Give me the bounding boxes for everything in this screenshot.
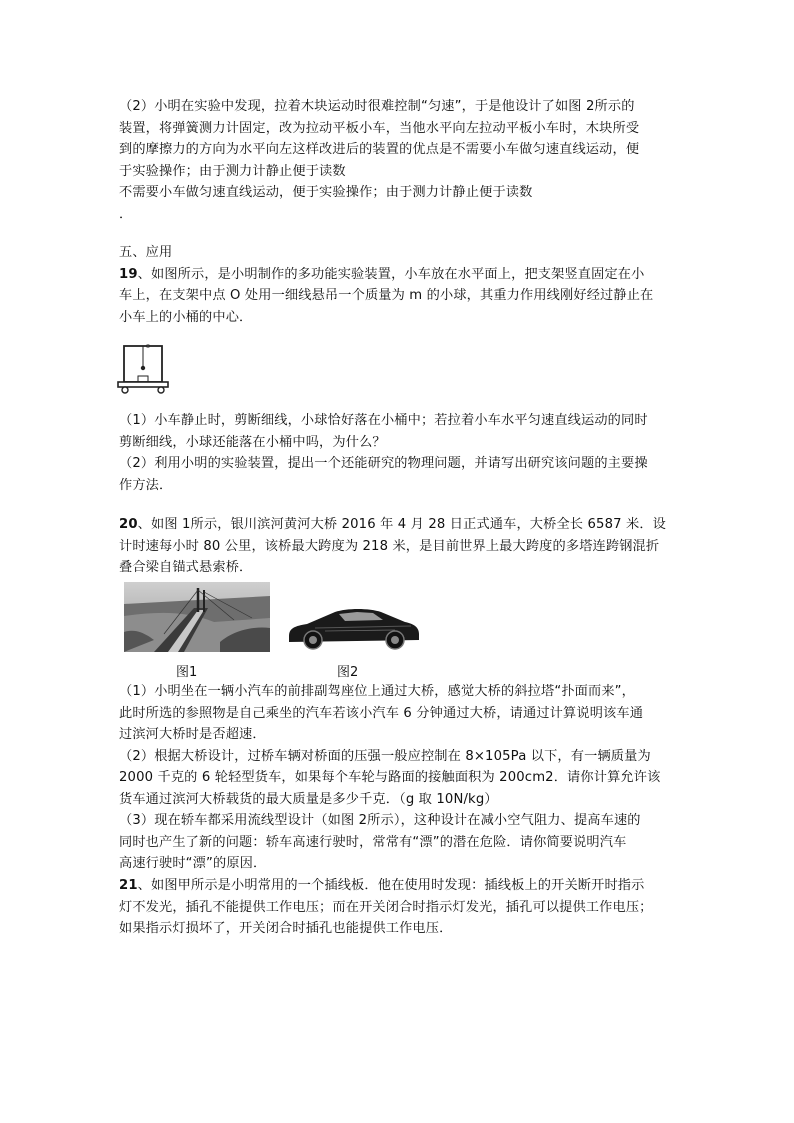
text-line: 高速行驶时“漂”的原因． xyxy=(119,856,267,871)
figure-1-caption: 图1 xyxy=(176,665,198,680)
section-five xyxy=(119,242,679,328)
text-line: （3）现在轿车都采用流线型设计（如图 2所示），这种设计在减小空气阻力、提高车速的 xyxy=(119,813,641,828)
q19-line: 小车上的小桶的中心． xyxy=(119,309,253,325)
point-o-label: O xyxy=(146,344,150,350)
text-line: 剪断细线，小球还能落在小桶中吗，为什么？ xyxy=(119,434,386,450)
text-line: 货车通过滨河大桥载货的最大质量是多少千克．（g 取 10N/kg） xyxy=(119,791,498,807)
q21-line: 21、如图甲所示是小明常用的一个插线板．他在使用时发现：插线板上的开关断开时指示 xyxy=(119,878,645,893)
answer-dot: ． xyxy=(119,206,133,222)
q21-line: 如果指示灯损坏了，开关闭合时插孔也能提供工作电压． xyxy=(119,921,453,936)
question-number: 19 xyxy=(119,266,138,282)
text-line: （2）小明在实验中发现，拉着木块运动时很难控制“匀速”，于是他设计了如图 2所示的 xyxy=(119,99,635,114)
q21-stem xyxy=(119,875,679,940)
text-line: （2）利用小明的实验装置，提出一个还能研究的物理问题，并请写出研究该问题的主要操 xyxy=(119,456,648,471)
q21-line: 灯不发光，插孔不能提供工作电压；而在开关闭合时指示灯发光，插孔可以提供工作电压； xyxy=(119,899,653,915)
text-line: 2000 千克的 6 轮轻型货车，如果每个车轮与路面的接触面积为 200cm2．请你计算允许该 xyxy=(119,770,661,785)
question-number: 21 xyxy=(119,878,138,893)
text-line: 作方法． xyxy=(119,477,173,493)
text-line: 过滨河大桥时是否超速． xyxy=(119,727,266,742)
q20-line: 计时速每小时 80 公里，该桥最大跨度为 218 米，是目前世界上最大跨度的多塔连跨钢混折 xyxy=(119,538,660,554)
text-line: 到的摩擦力的方向为水平向左这样改进后的装置的优点是不需要小车做匀速直线运动，便 xyxy=(119,142,640,157)
text-line: （2）根据大桥设计，过桥车辆对桥面的压强一般应控制在 8×105Pa 以下，有一辆质量为 xyxy=(119,748,651,764)
q19-line: 车上，在支架中点 O 处用一细线悬吊一个质量为 m 的小球，其重力作用线刚好经过静止在 xyxy=(119,288,654,303)
q19-line: 19、如图所示，是小明制作的多功能实验装置，小车放在水平面上，把支架竖直固定在小 xyxy=(119,266,645,282)
figure-2-caption: 图2 xyxy=(337,665,359,680)
text-line: 此时所选的参照物是自己乘坐的汽车若该小汽车 6 分钟通过大桥，请通过计算说明该车通 xyxy=(119,705,644,721)
text-line: （1）小车静止时，剪断细线，小球恰好落在小桶中；若拉着小车水平匀速直线运动的同时 xyxy=(119,413,648,428)
text-line: 同时也产生了新的问题：轿车高速行驶时，常常有“漂”的潜在危险．请你简要说明汽车 xyxy=(119,834,627,850)
q19-subquestions xyxy=(119,410,679,496)
sports-car-image xyxy=(285,600,423,652)
q20-line: 叠合梁自锚式悬索桥． xyxy=(119,560,253,575)
bridge-photo xyxy=(124,582,270,652)
answer-line: 不需要小车做匀速直线运动，便于实验操作；由于测力计静止便于读数 xyxy=(119,185,533,200)
text-line: 于实验操作；由于测力计静止便于读数 xyxy=(119,163,346,179)
text-line: （1）小明坐在一辆小汽车的前排副驾座位上通过大桥，感觉大桥的斜拉塔“扑面而来”， xyxy=(119,684,635,699)
q20-line: 20、如图 1所示，银川滨河黄河大桥 2016 年 4 月 28 日正式通车，大桥全长 6587 米．设 xyxy=(119,517,667,532)
q20-stem xyxy=(119,514,679,579)
q18-part2 xyxy=(119,96,679,225)
cart-apparatus-figure xyxy=(116,340,176,396)
text-line: 装置，将弹簧测力计固定，改为拉动平板小车，当他水平向左拉动平板小车时，木块所受 xyxy=(119,120,640,136)
question-number: 20 xyxy=(119,517,138,532)
section-title: 五、应用 xyxy=(119,245,173,260)
q20-subquestions xyxy=(119,681,679,875)
